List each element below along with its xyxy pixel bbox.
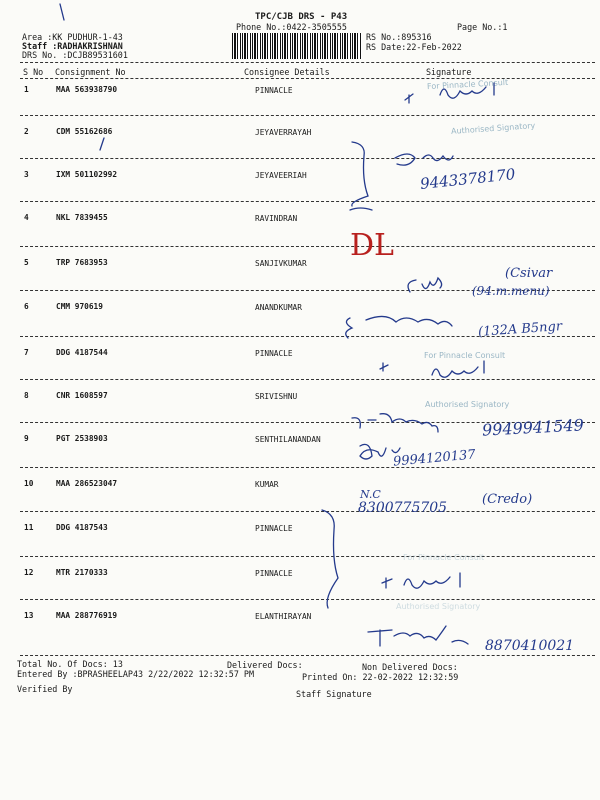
- col-sno: S No: [23, 67, 44, 77]
- row-consignee: SENTHILANANDAN: [255, 435, 321, 444]
- authorised-stamp: Authorised Signatory: [425, 400, 510, 409]
- handwritten-phone: 9443378170: [419, 165, 517, 193]
- row-consignee: ELANTHIRAYAN: [255, 612, 312, 621]
- row-consignment-no: IXM 501102992: [56, 170, 118, 179]
- rs-number: RS No.:895316: [366, 32, 432, 42]
- delivered-docs: Delivered Docs:: [227, 660, 303, 670]
- handwritten-number: 8300775705: [358, 500, 448, 516]
- doc-title: TPC/CJB DRS - P43: [255, 12, 348, 22]
- row-consignment-no: TRP 7683953: [56, 258, 108, 267]
- staff-label: Staff :RADHAKRISHNAN: [22, 41, 123, 51]
- row-consignee: ANANDKUMAR: [255, 303, 302, 312]
- verified-by: Verified By: [17, 684, 73, 694]
- handwritten-name: (Csivar: [505, 266, 553, 281]
- row-consignee: JEYAVEERIAH: [255, 171, 307, 180]
- row-sno: 5: [24, 258, 29, 267]
- row-sno: 10: [24, 479, 34, 488]
- row-sno: 1: [24, 85, 29, 94]
- row-sno: 8: [24, 391, 29, 400]
- handwritten-nc: N.C: [360, 488, 381, 501]
- col-consignee: Consignee Details: [244, 67, 330, 77]
- row-sno: 4: [24, 213, 29, 222]
- dl-mark: DL: [350, 228, 394, 263]
- col-signature: Signature: [426, 67, 472, 77]
- handwritten-note: (Credo): [482, 492, 533, 507]
- handwritten-phone: 8870410021: [485, 638, 575, 654]
- row-consignee: SANJIVKUMAR: [255, 259, 307, 268]
- row-consignee: PINNACLE: [255, 86, 293, 95]
- total-docs: Total No. Of Docs: 13: [17, 659, 123, 669]
- pinnacle-stamp: For Pinnacle Consult: [403, 553, 485, 562]
- row-sno: 7: [24, 348, 29, 357]
- row-sno: 9: [24, 434, 29, 443]
- handwritten-number: 9994120137: [392, 447, 477, 470]
- area-label: Area :KK PUDHUR-1-43: [22, 32, 123, 42]
- pinnacle-stamp: For Pinnacle Consult: [426, 77, 509, 92]
- row-consignee: KUMAR: [255, 480, 279, 489]
- row-sno: 11: [24, 523, 34, 532]
- printed-on: Printed On: 22-02-2022 12:32:59: [302, 672, 459, 682]
- row-consignment-no: DDG 4187543: [56, 523, 108, 532]
- row-consignee: PINNACLE: [255, 349, 293, 358]
- handwritten-note: (94.m.menu): [472, 284, 550, 298]
- staff-signature: Staff Signature: [296, 689, 372, 699]
- row-consignee: PINNACLE: [255, 524, 293, 533]
- non-delivered-docs: Non Delivered Docs:: [362, 662, 458, 672]
- row-sno: 13: [24, 611, 34, 620]
- rs-date: RS Date:22-Feb-2022: [366, 42, 462, 52]
- pinnacle-stamp: For Pinnacle Consult: [424, 351, 506, 360]
- row-consignment-no: CMM 970619: [56, 302, 103, 311]
- row-consignment-no: CNR 1608597: [56, 391, 108, 400]
- row-sno: 6: [24, 302, 29, 311]
- row-consignment-no: MAA 288776919: [56, 611, 118, 620]
- row-consignee: SRIVISHNU: [255, 392, 298, 401]
- page-number: Page No.:1: [457, 22, 508, 32]
- row-consignment-no: CDM 55162686: [56, 127, 113, 136]
- handwritten-address: (132A B5ngr: [477, 319, 563, 340]
- row-consignment-no: MTR 2170333: [56, 568, 108, 577]
- authorised-stamp: Authorised Signatory: [396, 602, 481, 611]
- row-consignment-no: MAA 286523047: [56, 479, 118, 488]
- row-sno: 3: [24, 170, 29, 179]
- handwritten-phone: 9949941549: [481, 415, 585, 440]
- authorised-stamp: Authorised Signatory: [450, 121, 536, 136]
- row-consignee: RAVINDRAN: [255, 214, 298, 223]
- drs-number: DRS No. :DCJB89531601: [22, 50, 128, 60]
- col-consignment: Consignment No: [55, 67, 126, 77]
- row-consignment-no: MAA 563938790: [56, 85, 118, 94]
- row-consignment-no: PGT 2538903: [56, 434, 108, 443]
- row-consignee: JEYAVERRAYAH: [255, 128, 312, 137]
- row-consignment-no: NKL 7839455: [56, 213, 108, 222]
- entered-by: Entered By :BPRASHEELAP43 2/22/2022 12:32:57 PM: [17, 669, 254, 679]
- row-consignee: PINNACLE: [255, 569, 293, 578]
- row-sno: 2: [24, 127, 29, 136]
- phone-number: Phone No.:0422-3505555: [236, 22, 347, 32]
- row-sno: 12: [24, 568, 34, 577]
- row-consignment-no: DDG 4187544: [56, 348, 108, 357]
